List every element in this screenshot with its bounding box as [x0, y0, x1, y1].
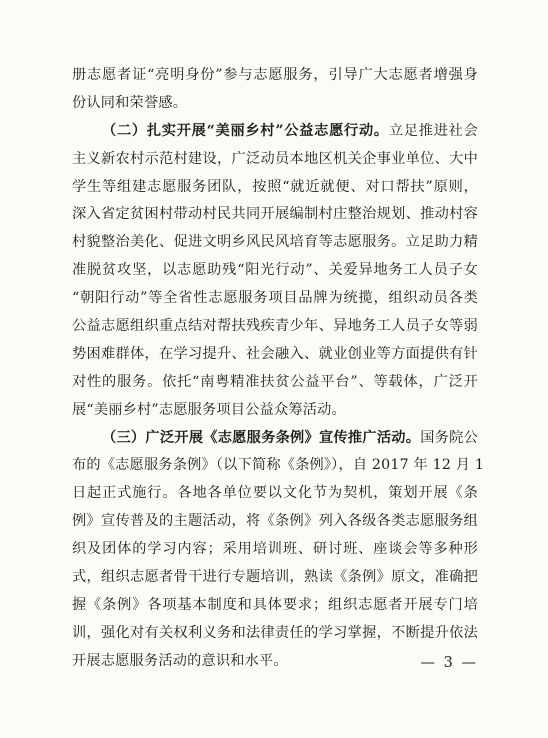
text-line: 势困难群体，在学习提升、社会融入、就业创业等方面提供有针	[72, 345, 478, 362]
text-line: 册志愿者证“亮明身份”参与志愿服务，引导广大志愿者增强身	[72, 67, 478, 83]
text-line: 公益志愿组织重点结对帮扶残疾青少年、异地务工人员子女等弱	[72, 318, 478, 335]
body-text	[72, 62, 485, 676]
text-line: 准脱贫攻坚，以志愿助残“阳光行动”、关爱异地务工人员子女	[72, 262, 478, 279]
text-line: “朝阳行动”等全省性志愿服务项目品牌为统揽，组织动员各类	[72, 290, 478, 307]
text-line: 展“美丽乡村”志愿服务项目公益众筹活动。	[72, 401, 346, 418]
section-heading-line	[72, 118, 478, 146]
text-run: 立足推进社会	[388, 122, 478, 139]
section-heading-line	[72, 425, 478, 453]
text-line: 学生等组建志愿服务团队，按照“就近就便、对口帮扶”原则，	[72, 178, 478, 195]
text-line: 村貌整治美化、促进文明乡风民风培育等志愿服务。立足助力精	[72, 234, 478, 251]
section-heading: （二）扎实开展“美丽乡村”公益志愿行动。	[102, 122, 389, 139]
text-run: 国务院公	[420, 429, 478, 446]
text-line: 份认同和荣誉感。	[72, 94, 188, 111]
text-line: 织及团体的学习内容；采用培训班、研讨班、座谈会等多种形	[72, 541, 478, 558]
page-number: — 3 —	[420, 655, 478, 671]
text-line: 握《条例》各项基本制度和具体要求；组织志愿者开展专门培	[72, 596, 478, 613]
text-line: 深入省定贫困村带动村民共同开展编制村庄整治规划、推动村容	[72, 206, 478, 223]
text-line: 日起正式施行。各地各单位要以文化节为契机，策划开展《条	[72, 485, 478, 502]
text-line: 布的《志愿服务条例》（以下简称《条例》），自 2017 年 12 月 1	[72, 457, 485, 474]
text-line: 开展志愿服务活动的意识和水平。	[72, 652, 288, 669]
text-line: 例》宣传普及的主题活动，将《条例》列入各级各类志愿服务组	[72, 513, 478, 530]
text-line: 对性的服务。依托“南粤精准扶贫公益平台”、等载体，广泛开	[72, 373, 478, 390]
text-line: 主义新农村示范村建设，广泛动员本地区机关企事业单位、大中	[72, 150, 478, 167]
section-heading: （三）广泛开展《志愿服务条例》宣传推广活动。	[102, 429, 421, 446]
text-line: 训，强化对有关权利义务和法律责任的学习掌握，不断提升依法	[72, 624, 478, 641]
text-line: 式，组织志愿者骨干进行专题培训，熟读《条例》原文，准确把	[72, 569, 478, 586]
